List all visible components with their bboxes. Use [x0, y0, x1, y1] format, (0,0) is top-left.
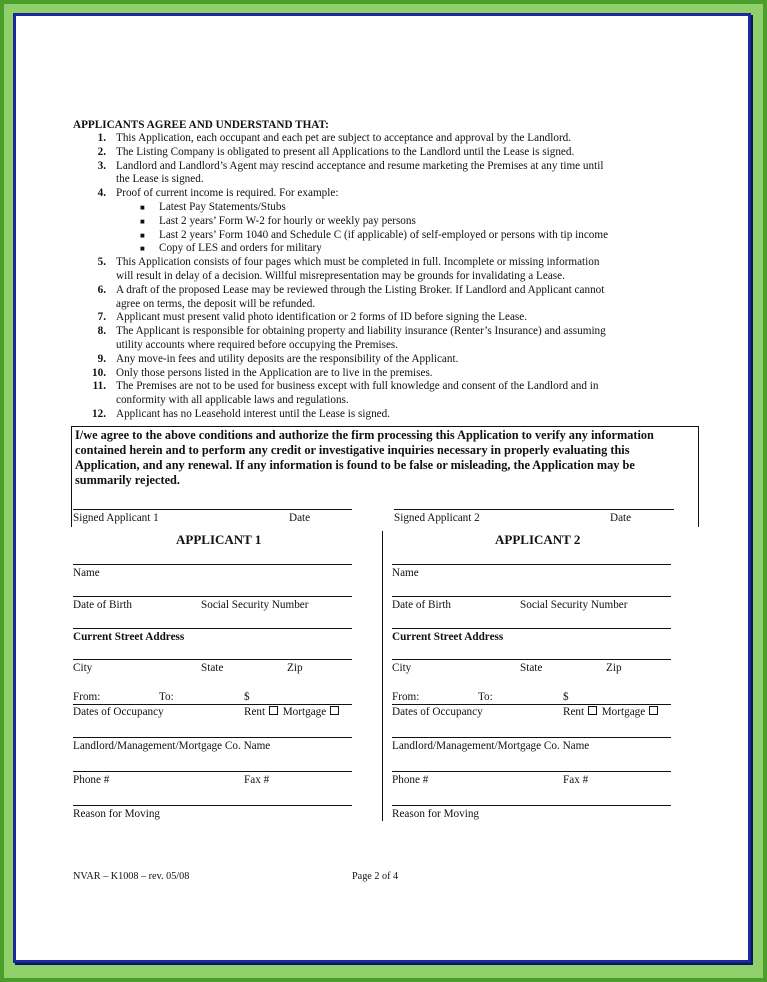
list-item-number: 3.	[97, 159, 106, 172]
dob-ssn-field[interactable]	[73, 596, 352, 597]
city-state-zip-field[interactable]	[73, 659, 352, 660]
list-item-number: 1.	[97, 132, 106, 144]
landlord-label: Landlord/Management/Mortgage Co. Name	[392, 740, 590, 752]
list-item-text: Any move-in fees and utility deposits are the responsibility of the Applicant.	[116, 352, 459, 365]
address-field[interactable]	[73, 628, 352, 629]
dob-label: Date of Birth	[392, 599, 452, 611]
column-divider	[382, 531, 383, 821]
list-item-text: agree on terms, the deposit will be refunded.	[116, 297, 316, 310]
list-item-number: 12.	[92, 408, 106, 420]
applicant-title: APPLICANT 2	[495, 532, 581, 547]
landlord-field[interactable]	[392, 737, 671, 738]
date-label-1: Date	[289, 512, 311, 524]
list-item-number: 5.	[97, 256, 106, 269]
state-label: State	[201, 662, 224, 674]
list-item-text: utility accounts where required before occupying the Premises.	[116, 339, 399, 351]
to-label: To:	[159, 691, 174, 703]
fax-label: Fax #	[244, 774, 270, 786]
list-item-number: 6.	[97, 283, 106, 296]
list-item-number: 11.	[92, 380, 106, 393]
from-label: From:	[73, 691, 101, 703]
income-example: Last 2 years’ Form 1040 and Schedule C (if applicable) of self-employed or persons with tip income	[159, 228, 609, 241]
dollar-label: $	[244, 691, 250, 703]
ssn-label: Social Security Number	[520, 599, 628, 611]
income-example: Latest Pay Statements/Stubs	[159, 201, 286, 213]
rent-checkbox[interactable]	[588, 706, 597, 715]
rent-mortgage-options	[563, 706, 660, 719]
bullet-icon: ■	[140, 203, 145, 212]
list-item-number: 10.	[92, 366, 106, 379]
list-item-text: will result in delay of a decision. Willful misrepresentation may be grounds for invalidating a Lease.	[116, 270, 565, 282]
list-item-number: 8.	[97, 325, 106, 338]
state-label: State	[520, 662, 543, 674]
occupancy-label: Dates of Occupancy	[392, 706, 483, 718]
list-item-text: Applicant has no Leasehold interest until the Lease is signed.	[116, 408, 391, 420]
phone-label: Phone #	[73, 774, 110, 786]
list-item-text: The Applicant is responsible for obtaining property and liability insurance (Renter’s Insurance) and assuming	[116, 325, 606, 338]
signed-applicant-1-label: Signed Applicant 1	[73, 512, 159, 524]
occupancy-field[interactable]	[73, 704, 352, 705]
fax-label: Fax #	[563, 774, 589, 786]
signature-line-2[interactable]	[394, 509, 674, 510]
page-number: Page 2 of 4	[352, 871, 399, 882]
list-item-number: 4.	[97, 187, 106, 200]
bullet-icon: ■	[140, 230, 145, 240]
rent-mortgage-options	[244, 706, 341, 719]
occupancy-label: Dates of Occupancy	[73, 706, 164, 718]
applicant-title: APPLICANT 1	[176, 532, 262, 547]
landlord-field[interactable]	[73, 737, 352, 738]
zip-label: Zip	[606, 662, 622, 674]
rent-checkbox[interactable]	[269, 706, 278, 715]
list-item-text: Proof of current income is required. For example:	[116, 187, 339, 200]
mortgage-label: Mortgage	[282, 706, 327, 718]
form-id: NVAR – K1008 – rev. 05/08	[73, 871, 190, 882]
dollar-label: $	[563, 691, 569, 703]
city-state-zip-field[interactable]	[392, 659, 671, 660]
address-label: Current Street Address	[392, 631, 504, 643]
bullet-icon: ■	[140, 244, 145, 254]
ssn-label: Social Security Number	[201, 599, 309, 611]
date-label-2: Date	[610, 512, 632, 524]
reason-field[interactable]	[73, 805, 352, 806]
mortgage-checkbox[interactable]	[649, 706, 658, 715]
zip-label: Zip	[287, 662, 303, 674]
address-field[interactable]	[392, 628, 671, 629]
list-item-text: Applicant must present valid photo identification or 2 forms of ID before signing the Lease.	[116, 311, 528, 324]
list-item-text: The Listing Company is obligated to present all Applications to the Landlord until the Lease is signed.	[116, 145, 575, 158]
list-item-number: 7.	[97, 311, 106, 324]
rent-label: Rent	[244, 706, 266, 718]
signature-line-1[interactable]	[73, 509, 352, 510]
list-item-text: conformity with all applicable laws and regulations.	[116, 394, 349, 407]
phone-fax-field[interactable]	[73, 771, 352, 772]
name-label: Name	[73, 567, 100, 579]
dob-ssn-field[interactable]	[392, 596, 671, 597]
reason-label: Reason for Moving	[73, 808, 161, 820]
agreement-text: I/we agree to the above conditions and authorize the firm processing this Application to verify any information contained herein and to perform any credit or investigative inquiries necessary in properly evaluating this Application, and any renewal. If any information is found to be false or misleading, the Application may be summarily rejected.	[75, 428, 654, 487]
list-item-text: The Premises are not to be used for business except with full knowledge and consent of the Landlord and in	[116, 380, 599, 393]
list-item-number: 2.	[97, 145, 106, 158]
dob-label: Date of Birth	[73, 599, 133, 611]
list-item-text: A draft of the proposed Lease may be reviewed through the Listing Broker. If Landlord and Applicant cannot	[116, 283, 605, 296]
bullet-icon: ■	[140, 216, 145, 226]
list-item-number: 9.	[97, 352, 106, 365]
document-page	[13, 13, 751, 963]
city-label: City	[73, 662, 93, 674]
list-item-text: Landlord and Landlord’s Agent may rescind acceptance and resume marketing the Premises at any time until	[116, 159, 604, 172]
name-label: Name	[392, 567, 419, 579]
mortgage-checkbox[interactable]	[330, 706, 339, 715]
name-field[interactable]	[73, 564, 352, 565]
occupancy-field[interactable]	[392, 704, 671, 705]
signed-applicant-2-label: Signed Applicant 2	[394, 512, 480, 524]
list-item-text: the Lease is signed.	[116, 173, 204, 186]
income-example: Copy of LES and orders for military	[159, 242, 322, 255]
list-item-text: This Application, each occupant and each pet are subject to acceptance and approval by the Landlord.	[116, 132, 572, 144]
name-field[interactable]	[392, 564, 671, 565]
landlord-label: Landlord/Management/Mortgage Co. Name	[73, 740, 271, 752]
reason-label: Reason for Moving	[392, 808, 480, 820]
phone-fax-field[interactable]	[392, 771, 671, 772]
to-label: To:	[478, 691, 493, 703]
rent-label: Rent	[563, 706, 585, 718]
income-example: Last 2 years’ Form W-2 for hourly or weekly pay persons	[159, 214, 416, 227]
phone-label: Phone #	[392, 774, 429, 786]
section-heading: APPLICANTS AGREE AND UNDERSTAND THAT:	[73, 119, 329, 131]
address-label: Current Street Address	[73, 631, 185, 643]
city-label: City	[392, 662, 412, 674]
list-item-text: This Application consists of four pages which must be completed in full. Incomplete or missing information	[116, 256, 600, 269]
reason-field[interactable]	[392, 805, 671, 806]
mortgage-label: Mortgage	[601, 706, 646, 718]
list-item-text: Only those persons listed in the Application are to live in the premises.	[116, 366, 433, 379]
from-label: From:	[392, 691, 420, 703]
